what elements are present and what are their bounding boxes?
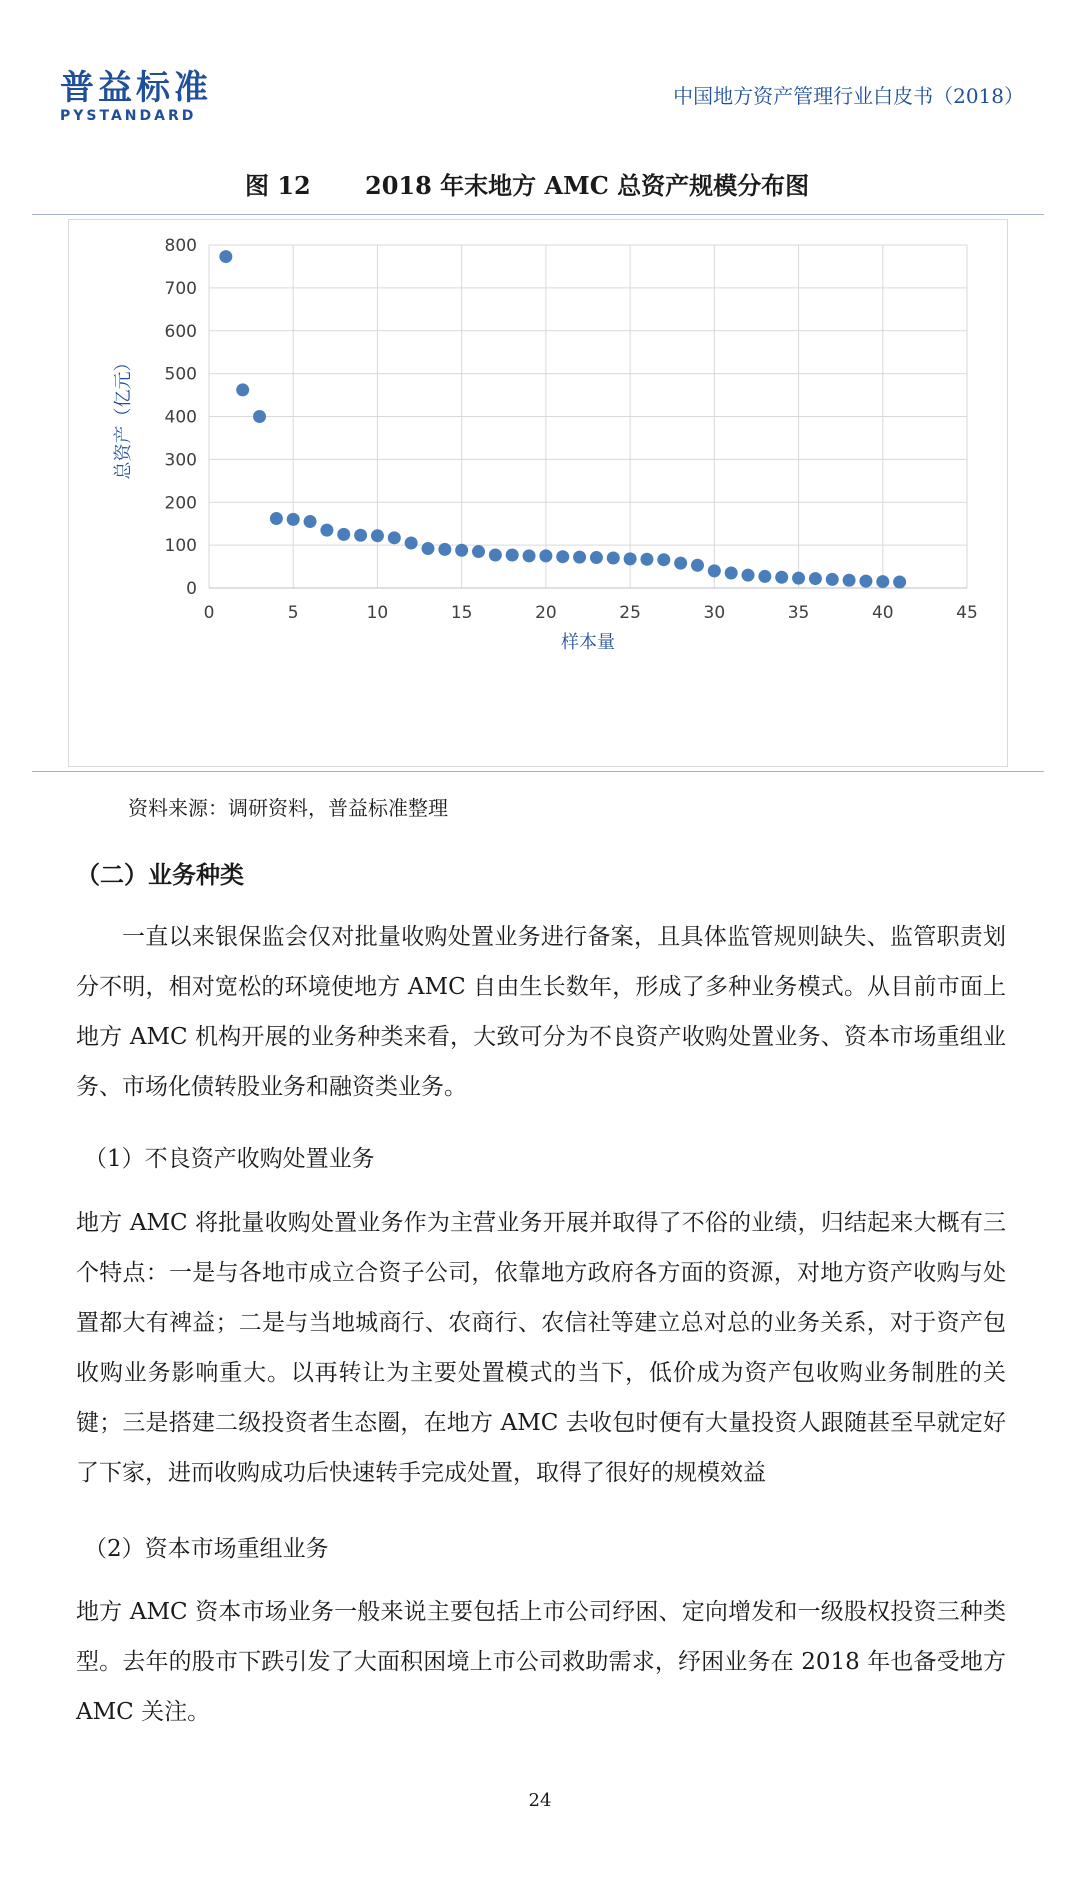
- data-point: [826, 573, 839, 586]
- data-point: [405, 536, 418, 549]
- data-point: [708, 564, 721, 577]
- x-tick-label: 35: [787, 603, 810, 623]
- chart-area: [68, 219, 1008, 767]
- data-point: [438, 543, 451, 556]
- data-point: [320, 524, 333, 537]
- publisher-logo: [60, 68, 212, 124]
- subheading-1: （1）不良资产收购处置业务: [84, 1146, 375, 1172]
- y-tick-label: 200: [164, 493, 197, 514]
- x-tick-label: 20: [535, 603, 557, 623]
- data-point: [523, 549, 536, 562]
- data-point: [573, 551, 586, 564]
- figure-title: 2018 年末地方 AMC 总资产规模分布图: [365, 171, 810, 200]
- y-tick-label: 500: [164, 364, 197, 385]
- data-point: [876, 575, 889, 588]
- data-point: [607, 551, 620, 564]
- figure-number: 图 12: [245, 171, 311, 200]
- logo-chinese-text: 普益标准: [60, 68, 212, 108]
- x-tick-label: 0: [203, 603, 215, 623]
- data-point: [354, 529, 367, 542]
- data-point: [304, 515, 317, 528]
- scatter-chart: [69, 220, 1007, 766]
- data-point: [775, 571, 788, 584]
- data-point: [489, 548, 502, 561]
- x-tick-label: 10: [366, 603, 389, 623]
- x-tick-label: 30: [703, 603, 726, 623]
- data-point: [742, 569, 755, 582]
- x-axis-title: 样本量: [561, 632, 615, 653]
- logo-english-text: PYSTANDARD: [60, 108, 197, 124]
- data-point: [455, 544, 468, 557]
- x-tick-label: 15: [450, 603, 473, 623]
- data-point: [236, 383, 249, 396]
- data-point: [590, 551, 603, 564]
- data-point: [287, 513, 300, 526]
- data-point: [725, 566, 738, 579]
- data-point: [758, 570, 771, 583]
- data-point: [421, 542, 434, 555]
- data-point: [219, 250, 232, 263]
- x-tick-label: 25: [619, 603, 641, 623]
- y-tick-label: 700: [164, 278, 197, 299]
- data-point: [253, 410, 266, 423]
- data-point: [859, 575, 872, 588]
- figure-caption: [245, 166, 809, 201]
- figure-source: 资料来源：调研资料，普益标准整理: [128, 796, 448, 820]
- x-tick-label: 45: [956, 603, 978, 623]
- subheading-2: （2）资本市场重组业务: [84, 1536, 329, 1562]
- y-axis-title: 总资产（亿元）: [113, 353, 134, 480]
- data-point: [388, 531, 401, 544]
- y-tick-label: 400: [164, 407, 197, 428]
- data-point: [506, 548, 519, 561]
- paragraph-1: 一直以来银保监会仅对批量收购处置业务进行备案，且具体监管规则缺失、监管职责划分不明，相对宽松的环境使地方 AMC 自由生长数年，形成了多种业务模式。从目前市面上地方 AMC 机构开展的业务种类来看，大致可分为不良资产收购处置业务、资本市场重组业务、市场化债转股业务和融资类业务。: [76, 924, 1006, 1100]
- data-point: [371, 529, 384, 542]
- data-point: [640, 553, 653, 566]
- y-tick-label: 300: [164, 450, 197, 471]
- y-tick-label: 0: [186, 579, 197, 599]
- data-point: [691, 559, 704, 572]
- y-tick-label: 800: [164, 236, 197, 256]
- data-point: [556, 550, 569, 563]
- section-title: （二）业务种类: [76, 861, 244, 889]
- data-point: [792, 572, 805, 585]
- x-tick-label: 5: [287, 603, 299, 623]
- data-point: [657, 553, 670, 566]
- data-point: [270, 512, 283, 525]
- y-tick-label: 100: [164, 536, 197, 557]
- data-point: [674, 557, 687, 570]
- data-point: [809, 572, 822, 585]
- data-point: [472, 545, 485, 558]
- x-tick-label: 40: [871, 603, 894, 623]
- page-number: 24: [528, 1790, 552, 1811]
- paragraph-2: 地方 AMC 将批量收购处置业务作为主营业务开展并取得了不俗的业绩，归结起来大概有三个特点：一是与各地市成立合资子公司，依靠地方政府各方面的资源，对地方资产收购与处置都大有裨益；二是与当地城商行、农商行、农信社等建立总对总的业务关系，对于资产包收购业务影响重大。以再转让为主要处置模式的当下，低价成为资产包收购业务制胜的关键；三是搭建二级投资者生态圈，在地方 AMC 去收包时便有大量投资人跟随甚至早就定好了下家，进而收购成功后快速转手完成处置，取得了很好的规模效益: [76, 1210, 1006, 1486]
- data-point: [624, 552, 637, 565]
- data-point: [843, 574, 856, 587]
- paragraph-3: 地方 AMC 资本市场业务一般来说主要包括上市公司纾困、定向增发和一级股权投资三种类型。去年的股市下跌引发了大面积困境上市公司救助需求，纾困业务在 2018 年也备受地方 AMC 关注。: [76, 1599, 1006, 1725]
- data-point: [893, 575, 906, 588]
- document-title: 中国地方资产管理行业白皮书（2018）: [673, 84, 1024, 108]
- data-point: [539, 549, 552, 562]
- y-tick-label: 600: [164, 321, 197, 342]
- data-point: [337, 528, 350, 541]
- chart-frame: [32, 214, 1044, 772]
